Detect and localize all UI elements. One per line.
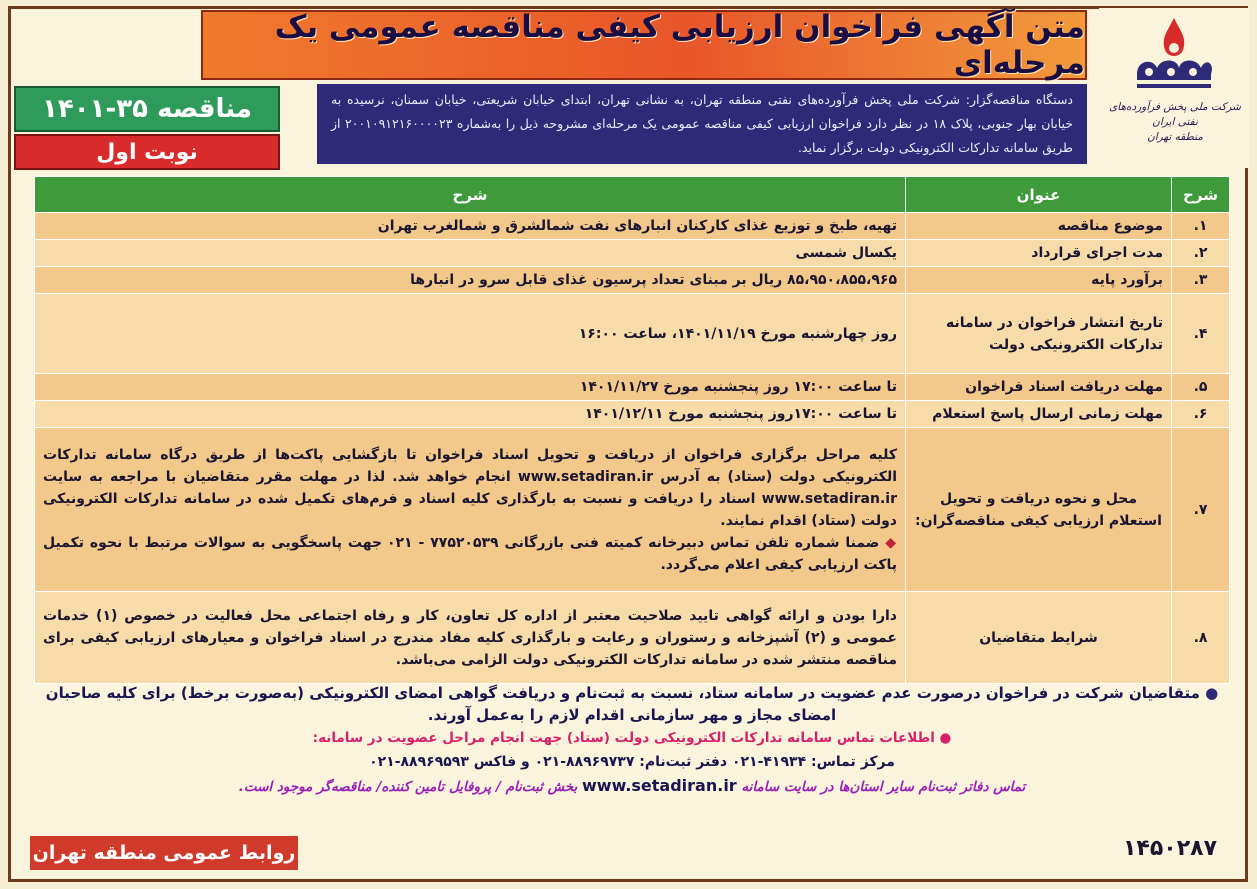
footer-contact-heading-text: اطلاعات تماس سامانه تدارکات الکترونیکی دولت (ستاد) جهت انجام مراحل عضویت در سامانه: — [312, 730, 935, 746]
title-bar — [201, 10, 1087, 80]
row-description-note — [43, 532, 897, 576]
company-logo-icon — [1131, 14, 1217, 100]
public-relations-label: روابط عمومی منطقه تهران — [30, 836, 298, 870]
table-row — [35, 401, 1230, 428]
table-row — [35, 267, 1230, 294]
row-title: شرایط متقاضیان — [906, 592, 1172, 684]
company-name — [1105, 100, 1245, 145]
footer-contact-numbers: مرکز تماس: ۴۱۹۳۴-۰۲۱ دفتر ثبت‌نام: ۸۸۹۶۹۷۳۷-۰۲۱ و فاکس ۸۸۹۶۹۵۹۳-۰۲۱ — [369, 754, 895, 770]
row-number: ۷. — [1172, 428, 1230, 592]
table-row — [35, 592, 1230, 684]
company-name-line2: منطقه تهران — [1147, 131, 1203, 143]
page-title: متن آگهی فراخوان ارزیابی کیفی مناقصه عمومی یک مرحله‌ای — [274, 9, 1085, 81]
row-number: ۲. — [1172, 240, 1230, 267]
row-description-note-text: ضمنا شماره تلفن تماس دبیرخانه کمیته فنی بازرگانی ۷۷۵۲۰۵۳۹ - ۰۲۱ جهت پاسخگویی به سوالات مرتبط با نحوه تکمیل پاکت ارزیابی کیفی اعلام می‌گردد. — [43, 534, 897, 573]
row-title: محل و نحوه دریافت و تحویل استعلام ارزیابی کیفی مناقصه‌گران: — [906, 428, 1172, 592]
circle-bullet-icon: ● — [934, 730, 952, 746]
company-name-line1: شرکت ملی پخش فرآورده‌های نفتی ایران — [1109, 101, 1241, 128]
row-title: مهلت دریافت اسناد فراخوان — [906, 374, 1172, 401]
row-number: ۴. — [1172, 294, 1230, 374]
row-title: موضوع مناقصه — [906, 213, 1172, 240]
row-description: تا ساعت ۱۷:۰۰روز پنجشنبه مورخ ۱۴۰۱/۱۲/۱۱ — [35, 401, 906, 428]
row-number: ۵. — [1172, 374, 1230, 401]
footer-notes — [34, 682, 1230, 824]
row-number: ۶. — [1172, 401, 1230, 428]
row-description-main: کلیه مراحل برگزاری فراخوان از دریافت و تحویل اسناد فراخوان تا بازگشایی پاکت‌ها از طریق درگاه سامانه تدارکات الکترونیکی دولت (ستاد) به آدرس www.setadiran.ir انجام خواهد شد. لذا در مهلت مقرر متقاضیان با مراجعه به سایت www.setadiran.ir اسناد را دریافت و نسبت به بارگذاری کلیه اسناد و فرم‌های تکمیل شده در سامانه تدارکات الکترونیکی دولت (ستاد) اقدام نمایند. — [43, 446, 897, 529]
column-header-title: عنوان — [906, 177, 1172, 213]
row-title: تاریخ انتشار فراخوان در سامانه تدارکات الکترونیکی دولت — [906, 294, 1172, 374]
ad-code: ۱۴۵۰۲۸۷ — [1123, 836, 1217, 861]
table-row — [35, 240, 1230, 267]
row-number: ۳. — [1172, 267, 1230, 294]
bullet-icon: ◆ — [879, 534, 897, 551]
row-description: تهیه، طبخ و توزیع غذای کارکنان انبارهای نفت شمالشرق و شمالغرب تهران — [35, 213, 906, 240]
footer-provinces-text-a: تماس دفاتر ثبت‌نام سایر استان‌ها در سایت سامانه — [741, 779, 1026, 795]
table-row — [35, 213, 1230, 240]
row-description: ۸۵،۹۵۰،۸۵۵،۹۶۵ ریال بر مبنای تعداد پرسیون غذای قابل سرو در انبارها — [35, 267, 906, 294]
table-header-row — [35, 177, 1230, 213]
footer-registration-text: متقاضیان شرکت در فراخوان درصورت عدم عضویت در سامانه ستاد، نسبت به ثبت‌نام و دریافت گواهی امضای الکترونیکی (به‌صورت برخط) برای کلیه صاحبان امضای مجاز و مهر سازمانی اقدام لازم را به‌عمل آورند. — [45, 684, 1200, 724]
column-header-number: شرح — [1172, 177, 1230, 213]
tender-details-table — [34, 176, 1230, 684]
row-description: روز چهارشنبه مورخ ۱۴۰۱/۱۱/۱۹، ساعت ۱۶:۰۰ — [35, 294, 906, 374]
table-row — [35, 294, 1230, 374]
footer-contact-heading — [34, 726, 1230, 750]
row-number: ۱. — [1172, 213, 1230, 240]
table-row — [35, 374, 1230, 401]
column-header-description: شرح — [35, 177, 906, 213]
footer-registration-note — [34, 682, 1230, 726]
row-number: ۸. — [1172, 592, 1230, 684]
tender-number-badge: مناقصه ۳۵-۱۴۰۱ — [14, 86, 280, 132]
row-title: مدت اجرای قرارداد — [906, 240, 1172, 267]
footer-provinces-note — [34, 774, 1230, 799]
table-row — [35, 428, 1230, 592]
circle-bullet-icon: ● — [1199, 684, 1219, 702]
footer-provinces-text-b: بخش ثبت‌نام / پروفایل تامین کننده/ مناقصه‌گر موجود است. — [238, 779, 578, 795]
row-title: مهلت زمانی ارسال پاسخ استعلام — [906, 401, 1172, 428]
round-badge: نوبت اول — [14, 134, 280, 170]
row-description: یکسال شمسی — [35, 240, 906, 267]
row-description: تا ساعت ۱۷:۰۰ روز پنجشنبه مورخ ۱۴۰۱/۱۱/۲۷ — [35, 374, 906, 401]
row-title: برآورد پایه — [906, 267, 1172, 294]
logo-area — [1099, 8, 1249, 168]
row-description — [35, 428, 906, 592]
row-description: دارا بودن و ارائه گواهی تایید صلاحیت معتبر از اداره کل تعاون، کار و رفاه اجتماعی محل فعالیت در خصوص (۱) خدمات عمومی و (۲) آشپزخانه و رستوران و رعایت و بارگذاری کلیه مفاد مندرج در اسناد فراخوان و معیارهای ارزیابی کیفی برای مناقصه منتشر شده در سامانه تدارکات الکترونیکی دولت الزامی می‌باشد. — [35, 592, 906, 684]
setadiran-link[interactable]: www.setadiran.ir — [582, 776, 737, 795]
intro-text: دستگاه مناقصه‌گزار: شرکت ملی پخش فرآورده‌های نفتی منطقه تهران، به نشانی تهران، ابتدای خیابان شریعتی، خیابان سمنان، نرسیده به خیابان بهار جنوبی، پلاک ۱۸ در نظر دارد فراخوان ارزیابی کیفی مناقصه عمومی یک مرحله‌ای مشروحه ذیل را به‌شماره ۲۰۰۱۰۹۱۲۱۶۰۰۰۰۲۳ از طریق سامانه تدارکات الکترونیکی دولت برگزار نماید. — [317, 84, 1087, 164]
